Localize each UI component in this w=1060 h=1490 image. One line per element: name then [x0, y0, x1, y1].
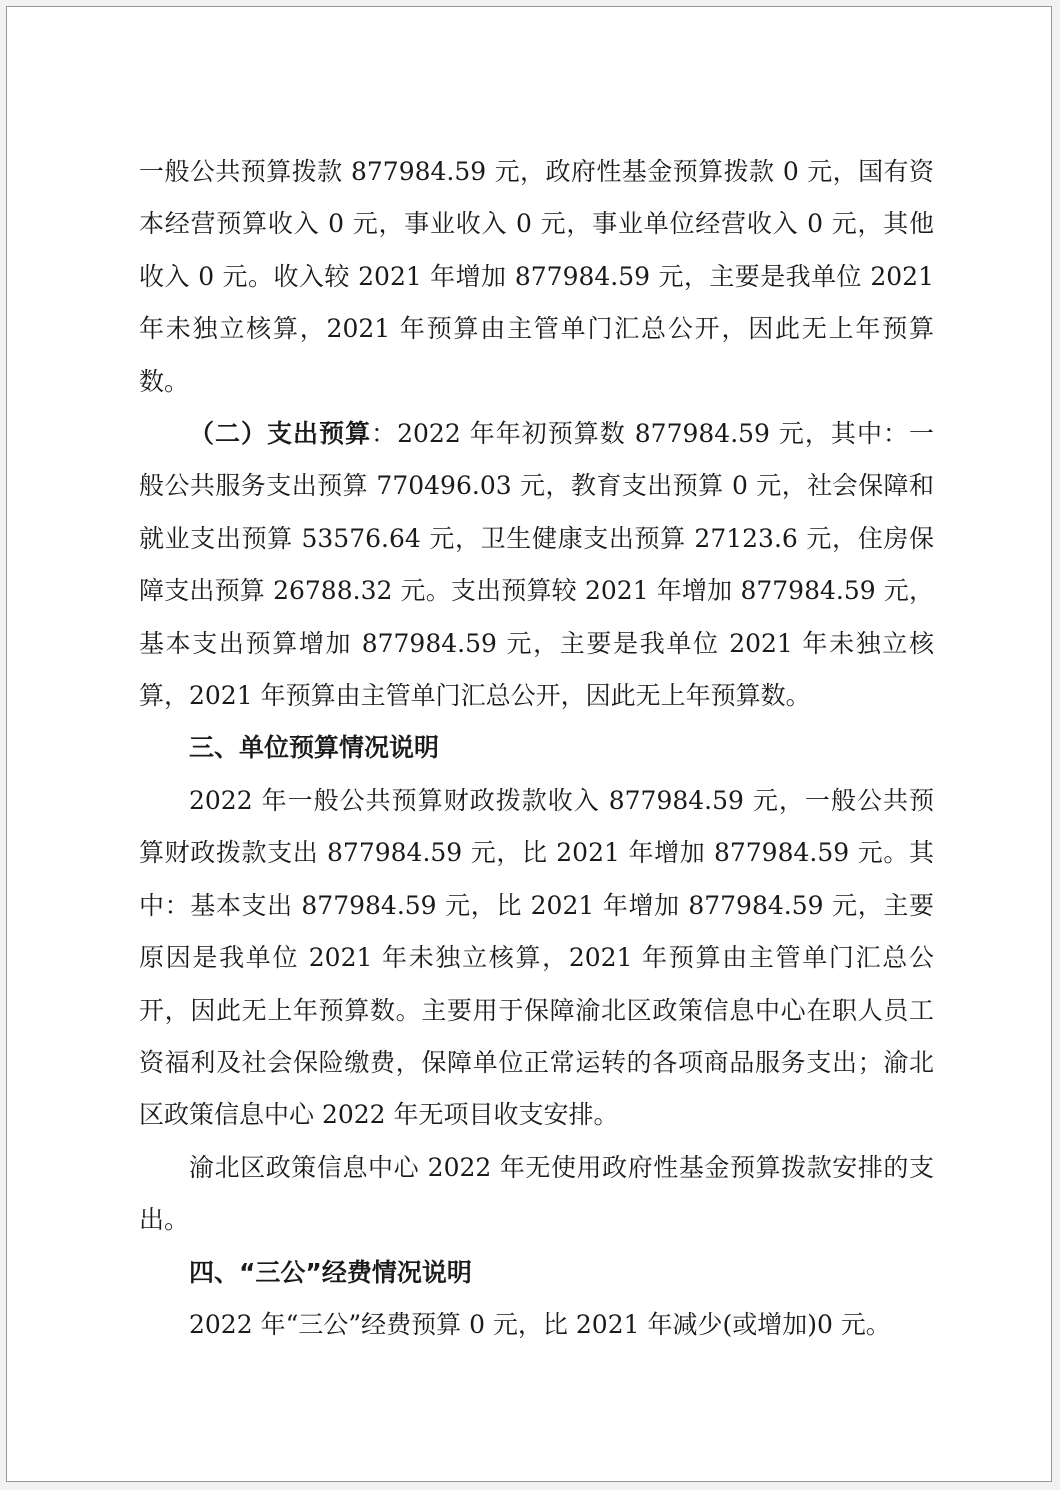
paragraph-expenditure-budget-text: ：2022 年年初预算数 877984.59 元，其中：一般公共服务支出预算 770496.03 元，教育支出预算 0 元，社会保障和就业支出预算 53576.64 元，卫生健康支出预算 27123.6 元，住房保障支出预算 26788.32 元。支出预算较 2021 年增加 877984.59 元，基本支出预算增加 877984.59 元，主要是我单位 2021 年未独立核算，2021 年预算由主管单门汇总公开，因此无上年预算数。 — [139, 419, 934, 711]
paragraph-government-fund: 渝北区政策信息中心 2022 年无使用政府性基金预算拨款安排的支出。 — [139, 1152, 934, 1235]
section-heading-three-public: 四、“三公”经费情况说明 — [189, 1257, 472, 1287]
paragraph-income-budget: 一般公共预算拨款 877984.59 元，政府性基金预算拨款 0 元，国有资本经营预算收入 0 元，事业收入 0 元，事业单位经营收入 0 元，其他收入 0 元。收入较 2021 年增加 877984.59 元，主要是我单位 2021 年未独立核算，2021 年预算由主管单门汇总公开，因此无上年预算数。 — [139, 157, 934, 396]
section-lead-expenditure-budget: （二）支出预算 — [189, 419, 372, 449]
paragraph-three-public: 2022 年“三公”经费预算 0 元，比 2021 年减少(或增加)0 元。 — [189, 1309, 891, 1339]
section-heading-unit-budget: 三、单位预算情况说明 — [189, 733, 440, 763]
document-body — [139, 146, 934, 1351]
paragraph-unit-budget: 2022 年一般公共预算财政拨款收入 877984.59 元，一般公共预算财政拨款支出 877984.59 元，比 2021 年增加 877984.59 元。其中：基本支出 877984.59 元，比 2021 年增加 877984.59 元，主要原因是我单位 2021 年未独立核算，2021 年预算由主管单门汇总公开，因此无上年预算数。主要用于保障渝北区政策信息中心在职人员工资福利及社会保险缴费，保障单位正常运转的各项商品服务支出；渝北区政策信息中心 2022 年无项目收支安排。 — [139, 785, 934, 1130]
paragraph-expenditure-budget — [139, 408, 934, 722]
document-page — [6, 6, 1052, 1482]
